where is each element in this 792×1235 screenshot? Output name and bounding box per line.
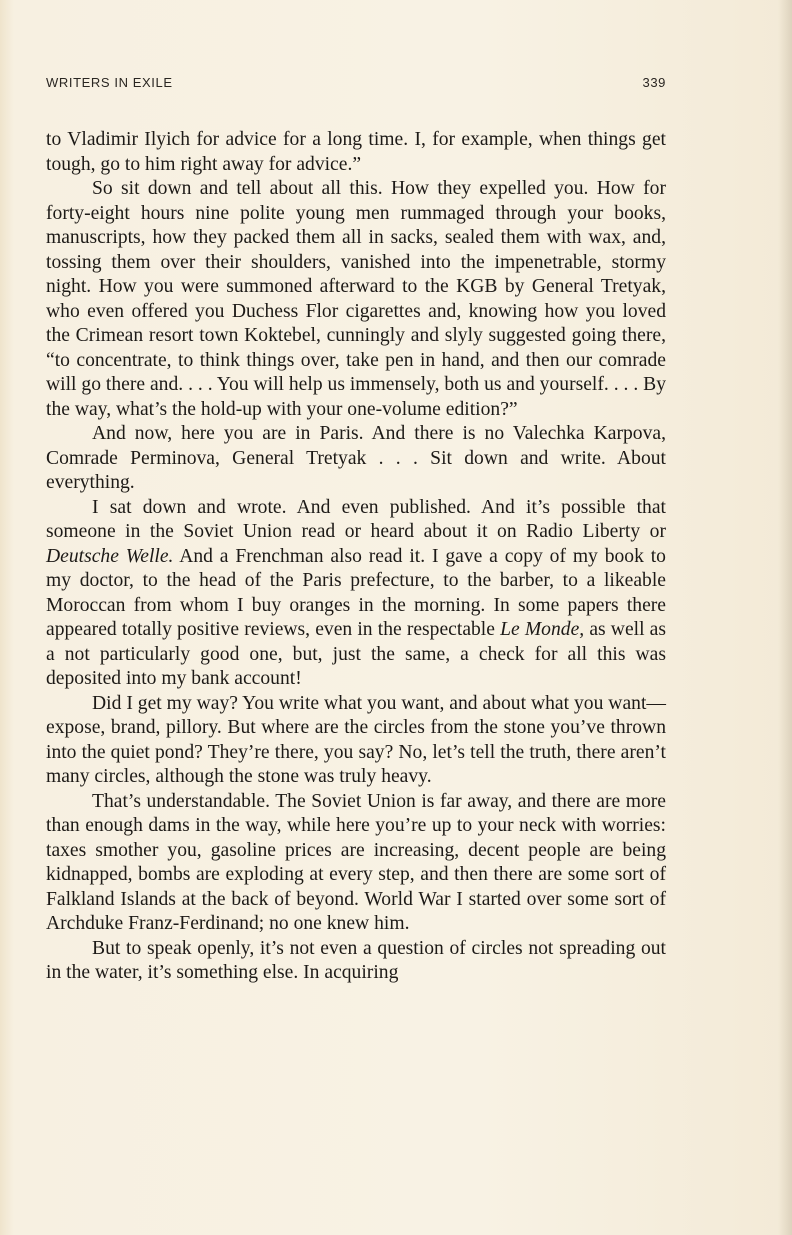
paragraph-text: So sit down and tell about all this. How they expelled you. How for forty-eight hours nine polite young men rummaged through your books, manuscripts, how they packed them all in sacks, sealed them with wax, and, tossing them over their shoulders, vanished into the impenetrable, stormy night. How you were summoned afterward to the KGB by General Tretyak, who even offered you Duchess Flor cigarettes and, knowing how you loved the Crimean resort town Koktebel, cunningly and slyly suggested going there, “to concentrate, to think things over, take pen in hand, and then our comrade will go there and. . . . You will help us immensely, both us and yourself. . . . By the way, what’s the hold-up with your one-volume edition?”	[46, 178, 666, 420]
paragraph-4	[46, 496, 666, 692]
paragraph-text: That’s understandable. The Soviet Union is far away, and there are more than enough dams in the way, while here you’re up to your neck with worries: taxes smother you, gasoline prices are increasing, decent people are being kidnapped, bombs are exploding at every step, and then there are some sort of Falkland Islands at the back of beyond. World War I started over some sort of Archduke Franz-Ferdinand; no one knew him.	[46, 790, 666, 934]
italic-title-deutsche-welle: Deutsche Welle.	[46, 545, 174, 567]
page-gutter-shadow	[778, 0, 792, 1235]
page-number: 339	[642, 75, 666, 90]
paragraph-text: I sat down and wrote. And even published. And it’s possible that someone in the Soviet Union read or heard about it on Radio Liberty or	[46, 496, 666, 542]
running-head	[46, 75, 666, 95]
body-text	[46, 128, 666, 986]
paragraph-3	[46, 422, 666, 496]
paragraph-7	[46, 937, 666, 986]
paragraph-5	[46, 692, 666, 790]
paragraph-text: And a Frenchman also read it. I gave a copy of my book to my doctor, to the head of the Paris prefecture, to the barber, to a likeable Moroccan from whom I buy oranges in the morning. In some papers there appeared totally positive reviews, even in the respectable	[46, 545, 666, 640]
paragraph-text: Did I get my way? You write what you want, and about what you want—expose, brand, pillory. But where are the circles from the stone you’ve thrown into the quiet pond? They’re there, you say? No, let’s tell the truth, there aren’t many circles, although the stone was truly heavy.	[46, 692, 666, 787]
paragraph-text: And now, here you are in Paris. And there is no Valechka Karpova, Comrade Perminova, General Tretyak . . . Sit down and write. About everything.	[46, 423, 666, 493]
paragraph-6	[46, 790, 666, 937]
paragraph-2	[46, 177, 666, 422]
paragraph-1	[46, 128, 666, 177]
paragraph-text: as well as a not particularly good one, but, just the same, a check for all this was deposited into my bank account!	[46, 619, 666, 689]
italic-title-le-monde: Le Monde,	[500, 619, 585, 640]
paragraph-text: But to speak openly, it’s not even a question of circles not spreading out in the water, it’s something else. In acquiring	[46, 937, 666, 983]
running-head-title: WRITERS IN EXILE	[46, 75, 173, 90]
paragraph-text: to Vladimir Ilyich for advice for a long time. I, for example, when things get tough, go to him right away for advice.”	[46, 129, 666, 175]
